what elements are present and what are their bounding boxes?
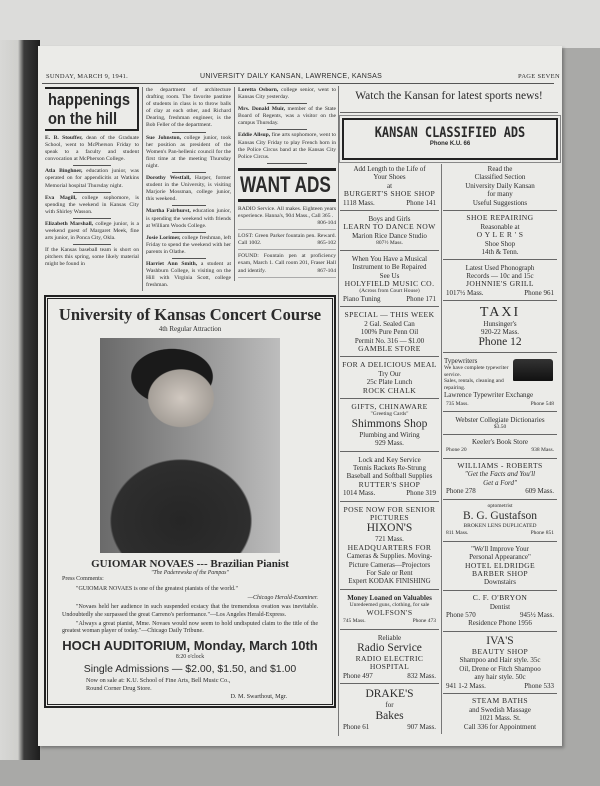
ad-line: Shimmons Shop xyxy=(351,417,428,430)
ad-line: RADIO ELECTRIC xyxy=(355,654,424,664)
admissions: Single Admissions — $2.00, $1.50, and $1.00 xyxy=(83,663,297,676)
news-item-name: Elizabeth Marshall, xyxy=(45,220,94,227)
ad-line: SPECIAL — THIS WEEK xyxy=(344,310,435,320)
ad-line: GIFTS, CHINAWARE xyxy=(351,401,428,411)
ad-line: Tennis Rackets Re-Strung xyxy=(353,464,426,473)
want-ad-code: 865-102 xyxy=(317,240,336,247)
sale-line: Round Corner Drug Store. xyxy=(86,685,152,693)
ad-line: Webster Collegiate Dictionaries xyxy=(455,415,545,424)
ad-line: Records — 10c and 15c xyxy=(466,272,534,281)
ad-line: Radio Service xyxy=(357,642,422,655)
ad-line: Useful Suggestions xyxy=(472,198,528,207)
news-item-name: Eva Magill, xyxy=(45,194,77,201)
ad-line: Classified Section xyxy=(474,173,526,182)
sale-info xyxy=(48,677,332,693)
news-item xyxy=(45,168,139,189)
adjacent-page-edge xyxy=(0,40,40,760)
classified-ad xyxy=(340,214,439,251)
manager: D. M. Swarthout, Mgr. xyxy=(230,693,287,701)
ad-line: HOTEL ELDRIDGE xyxy=(464,560,536,570)
classified-ad xyxy=(443,696,557,734)
press-quote: "Novaes held her audience in such suspended ecstacy that the tremendous ovation was inevitable. Undoubtedly she surpassed the great Carreno's performance."—Los Angeles Herald-Express. xyxy=(62,604,318,618)
ad-line: Latest Used Phonograph xyxy=(465,263,535,272)
ad-line-right: Phone 533 xyxy=(524,681,554,690)
classified-ad xyxy=(443,502,557,542)
header-title: UNIVERSITY DAILY KANSAN, LAWRENCE, KANSAS xyxy=(200,73,383,80)
news-item xyxy=(146,208,231,229)
want-ads-title: WANT ADS xyxy=(240,171,331,197)
ad-line: GAMBLE STORE xyxy=(358,343,421,353)
ad-line: Money Loaned on Valuables xyxy=(347,593,432,602)
press-source: —Chicago Herald-Examiner. xyxy=(247,594,318,601)
classified-ad xyxy=(340,310,439,357)
ad-line: WILLIAMS - ROBERTS xyxy=(457,460,543,470)
ad-line-row xyxy=(341,489,438,497)
news-item-name: Eddie Allsup, xyxy=(238,132,271,139)
classified-ad xyxy=(340,455,439,502)
divider xyxy=(172,132,206,133)
ad-line: HOLYFIELD MUSIC CO. xyxy=(344,278,435,288)
want-ad-text: LOST: Green Parker fountain pen. Reward. Call 1002. xyxy=(238,233,336,247)
ad-line: BARBER SHOP xyxy=(471,569,529,579)
background-top xyxy=(0,0,600,48)
ad-line-left: Piano Tuning xyxy=(343,294,381,303)
ad-line: DRAKE'S xyxy=(365,688,414,701)
press-quote: "Always a great pianist, Mme. Novaes would now seem to hold undisputed claim to the title of the greatest woman player of today."—Chicago Daily Tribune. xyxy=(62,620,318,635)
ad-line: Cameras & Supplies. Moving- xyxy=(346,552,433,561)
concert-time: 8:20 o'clock xyxy=(175,654,205,661)
ad-line-row xyxy=(341,723,438,731)
ad-line: Reasonable at xyxy=(480,222,520,231)
ad-line-left: Phone 570 xyxy=(446,610,476,619)
ad-line-left: 745 Mass. xyxy=(343,618,366,625)
ad-line-right: Phone 548 xyxy=(530,400,554,407)
news-item-text: Harper, former student in the University, is visiting Marjorie Mossman, college junior, this weekend. xyxy=(146,175,231,203)
ad-line: IVA'S xyxy=(486,635,514,648)
press-quote: "GUIOMAR NOVAES is one of the greatest pianists of the world." xyxy=(76,585,238,592)
news-item-text: education junior, was operated on for appendicitis at Watkins Memorial hospital Thursday night. xyxy=(45,168,139,189)
ad-line: Keeler's Book Store xyxy=(471,437,529,446)
ad-line: 14th & Tenn. xyxy=(481,247,519,256)
news-item xyxy=(146,87,231,130)
ad-line: 1021 Mass. St. xyxy=(479,714,521,723)
news-item xyxy=(45,221,139,242)
divider xyxy=(172,258,206,259)
column-rule xyxy=(338,86,339,736)
divider xyxy=(73,244,111,245)
ad-line-right: 832 Mass. xyxy=(407,671,436,680)
classified-ad xyxy=(340,593,439,630)
news-item xyxy=(146,135,231,170)
ad-line: Permit No. 316 — $1.00 xyxy=(354,336,425,345)
news-item-text: a student at Washburn College, is visiting on the Hill with Virginia Scott, college freshman. xyxy=(146,260,231,289)
concert-title: University of Kansas Concert Course xyxy=(58,305,322,325)
want-ad xyxy=(238,206,336,230)
ad-line: 2 Gal. Sealed Can xyxy=(364,319,415,328)
classified-ad xyxy=(443,634,557,694)
news-item xyxy=(146,235,231,256)
ad-line-left: 1118 Mass. xyxy=(343,198,375,207)
news-item-name: E. B. Stouffer, xyxy=(45,135,83,141)
press-comments xyxy=(48,576,332,635)
ad-line-right: 938 Mass. xyxy=(531,447,554,454)
want-ad-text: RADIO Service. All makes. Eighteen years experience. Hanna's, 904 Mass., Call 365 . xyxy=(238,205,336,219)
venue: HOCH AUDITORIUM, Monday, March 10th xyxy=(62,638,318,654)
left-section xyxy=(45,87,336,707)
news-item xyxy=(238,132,336,160)
news-item-text: the department of architecture drafting room. The favorite pastime of students in class is to throw balls of clay at each other, and Richard Dearing, freshman engineer, is the Bob Feller of the department. xyxy=(146,87,231,129)
classified-ad xyxy=(340,164,439,211)
ad-line: Hunsinger's xyxy=(483,319,517,328)
ad-line: Plumbing and Wiring xyxy=(359,430,420,439)
artist-name: GUIOMAR NOVAES --- Brazilian Pianist xyxy=(91,558,289,571)
ad-line-left: 811 Mass. xyxy=(446,530,469,537)
pianist-photo xyxy=(100,338,280,553)
news-item xyxy=(45,195,139,216)
ad-line-row xyxy=(444,446,556,454)
ad-line: Lock and Key Service xyxy=(358,455,421,464)
news-item xyxy=(238,106,336,127)
ad-line-right: Phone 473 xyxy=(412,618,436,625)
ad-line-row xyxy=(341,672,438,680)
news-item-name: Sue Johnston, xyxy=(146,134,181,141)
ad-line: Picture Cameras—Projectors xyxy=(348,560,431,569)
ad-line: Instrument to Be Repaired xyxy=(352,263,427,272)
divider xyxy=(73,218,111,219)
ad-line: and Swedish Massage xyxy=(469,705,531,714)
ad-line: (Across from Court House) xyxy=(359,288,420,295)
ad-line: Unredeemed guns, clothing, for sale xyxy=(349,602,430,609)
classified-ad xyxy=(443,263,557,302)
heading-line: on the hill xyxy=(48,109,118,128)
ad-line: STEAM BATHS xyxy=(471,696,529,706)
ad-line-right: 945½ Mass. xyxy=(519,610,554,619)
ad-line: Shoe Shop xyxy=(484,239,516,248)
ad-line: $3.50 xyxy=(493,423,507,430)
ad-line: Call 336 for Appointment xyxy=(463,722,537,731)
ad-line-row xyxy=(444,289,556,297)
news-item-text: college senior, went to Kansas City yesterday. xyxy=(238,87,336,101)
news-item xyxy=(146,175,231,203)
heading-line: happenings xyxy=(48,90,131,109)
want-ads-heading xyxy=(238,168,336,202)
ad-line: any hair style. 50c xyxy=(474,673,526,682)
news-item-text: If the Kansas baseball team is short on pitchers this spring, some likely material might be found in xyxy=(45,247,139,268)
ad-line: Typewriters xyxy=(444,356,478,365)
happenings-column-1 xyxy=(45,87,142,271)
ad-line-right: Phone 141 xyxy=(406,198,436,207)
news-item-name: Loretta Osborn, xyxy=(238,87,279,93)
ad-line: SHOE REPAIRING xyxy=(466,213,534,223)
news-item-text: fine arts sophomore, went to Kansas City Friday to play French horn in the Police Circus band at the Kansas City Police Circus. xyxy=(238,132,337,160)
ad-line: 920-22 Mass. xyxy=(480,327,520,336)
happenings-columns xyxy=(45,87,336,291)
classified-ad xyxy=(443,304,557,354)
ad-line: WOLFSON'S xyxy=(366,607,413,617)
ad-line: BURGERT'S SHOE SHOP xyxy=(343,189,436,199)
ad-line: Personal Appearance" xyxy=(469,553,531,562)
happenings-heading xyxy=(45,87,139,131)
classified-ad xyxy=(340,505,439,590)
classified-ad xyxy=(340,360,439,399)
ad-line: "We'll Improve Your xyxy=(471,544,529,553)
want-ad-code: 867-104 xyxy=(317,267,336,274)
classified-ad xyxy=(443,593,557,632)
classified-ad xyxy=(340,687,439,734)
news-item xyxy=(45,247,139,268)
divider xyxy=(340,112,558,113)
classified-ad xyxy=(443,415,557,435)
ad-line: University Daily Kansan xyxy=(465,181,535,190)
ad-line: optometrist xyxy=(487,502,513,509)
ad-line-row xyxy=(341,199,438,207)
divider xyxy=(267,129,306,130)
press-label: Press Comments: xyxy=(62,576,104,583)
ad-line-left: 1017½ Mass. xyxy=(446,288,484,297)
ad-line: C. F. O'BRYON xyxy=(472,593,528,603)
ad-line: BEAUTY SHOP xyxy=(471,647,529,657)
classified-ad xyxy=(443,544,557,591)
ad-line: for xyxy=(385,701,394,710)
divider xyxy=(267,163,306,164)
typewriter-icon xyxy=(513,359,553,381)
ad-line: 25c Plate Lunch xyxy=(366,378,413,387)
ad-line: Baseball and Softball Supplies xyxy=(346,472,433,481)
classified-ad xyxy=(340,254,439,308)
ad-line: FOR A DELICIOUS MEAL xyxy=(342,360,437,370)
news-item-name: Harriet Ann Smith, xyxy=(146,260,198,267)
ad-line: See Us xyxy=(379,271,400,280)
header-page: PAGE SEVEN xyxy=(518,73,560,80)
ad-line: We have complete typewriter service. xyxy=(444,365,509,378)
ad-line: for many xyxy=(487,190,513,199)
ad-line-left: Phone 497 xyxy=(343,671,373,680)
classified-ad xyxy=(443,461,557,500)
ad-line: at xyxy=(386,181,393,190)
news-item-text: education junior, is spending the weekend with friends at William Woods College. xyxy=(146,208,232,229)
ad-line-left: 735 Mass. xyxy=(446,400,469,407)
ad-line: "Greeting Cards" xyxy=(370,411,409,418)
ad-line: B. G. Gustafson xyxy=(462,509,538,522)
ad-line: O Y L E R ' S xyxy=(476,230,524,240)
ad-line-row xyxy=(444,400,556,408)
ad-line: Oil, Drene or Fitch Shampoo xyxy=(459,664,541,673)
ad-line: BROKEN LENS DUPLICATED xyxy=(463,522,537,529)
ad-line: LEARN TO DANCE NOW xyxy=(343,222,436,232)
classified-ad xyxy=(443,213,557,260)
happenings-column-3 xyxy=(234,87,336,281)
news-item-name: Dorothy Westfall, xyxy=(146,175,191,182)
concert-subtitle: 4th Regular Attraction xyxy=(158,325,222,334)
news-item-name: Mrs. Donald Muir, xyxy=(238,106,286,113)
ad-line-left: Phone 20 xyxy=(446,447,467,454)
ad-line: Phone 12 xyxy=(478,336,522,349)
divider xyxy=(172,205,206,206)
ad-line-left: Phone 61 xyxy=(343,722,370,731)
classified-ad xyxy=(340,633,439,685)
ad-line: 807½ Mass. xyxy=(376,240,403,247)
ad-line-row xyxy=(444,487,556,495)
ad-line: Reliable xyxy=(377,633,402,642)
ad-line: Try Our xyxy=(378,369,401,378)
classified-title: KANSAN CLASSIFIED ADS xyxy=(374,125,526,141)
ad-line: 721 Mass. xyxy=(375,535,404,544)
ad-line: Read the xyxy=(487,165,513,173)
news-item xyxy=(45,135,139,163)
ad-line: When You Have a Musical xyxy=(351,254,428,263)
divider xyxy=(73,192,111,193)
news-item xyxy=(146,261,231,289)
classified-ad xyxy=(340,402,439,452)
ad-line: HIXON'S xyxy=(366,522,413,535)
ad-line: Bakes xyxy=(375,709,404,722)
sports-news-banner: Watch the Kansan for latest sports news! xyxy=(355,90,543,102)
ad-line: TAXI xyxy=(479,304,521,320)
ad-line-right: Phone 171 xyxy=(406,294,436,303)
happenings-column-2 xyxy=(142,87,234,291)
ad-line-right: 609 Mass. xyxy=(525,487,554,496)
news-item-name: Martha Fairhurst, xyxy=(146,208,191,215)
ad-line-left: 941 1-2 Mass. xyxy=(446,681,486,690)
ad-line-right: Phone 851 xyxy=(530,530,554,537)
divider xyxy=(172,172,206,173)
ad-line: Downstairs xyxy=(484,578,516,587)
news-item-text: college sophomore, is spending the weekend in Kansas City with Shirley Wasson. xyxy=(45,194,139,215)
ad-line: Sales, rentals, cleaning and repairing. xyxy=(444,378,504,391)
ad-line: Boys and Girls xyxy=(368,214,411,223)
want-ad-code: 806-104 xyxy=(317,220,336,227)
classified-ads-banner xyxy=(342,118,558,160)
sale-line: Now on sale at: K.U. School of Fine Arts, Bell Music Co., xyxy=(86,677,231,685)
ad-line: RUTTER'S SHOP xyxy=(358,479,421,489)
ad-line-right: Phone 961 xyxy=(524,288,554,297)
news-item xyxy=(238,87,336,101)
want-ad xyxy=(238,233,336,250)
news-item-text: dean of the Graduate School, went to McPherson Friday to speak to a faculty and student convocation at McPherson College. xyxy=(45,135,139,163)
ad-line-row xyxy=(341,617,438,625)
artist-tagline: "The Paderewska of the Pampas" xyxy=(151,570,229,577)
ad-line-row xyxy=(444,682,556,690)
ad-line: 929 Mass. xyxy=(375,439,404,448)
classified-ad xyxy=(443,356,557,413)
ads-column-right xyxy=(443,164,557,734)
ads-column-left xyxy=(340,164,439,734)
header-date: SUNDAY, MARCH 9, 1941. xyxy=(46,73,129,80)
ad-line: Your Shoes xyxy=(373,173,406,182)
ad-line: Shampoo and Hair style. 35c xyxy=(459,656,541,665)
ad-line: Expert KODAK FINISHING xyxy=(348,577,431,586)
header-rule xyxy=(42,83,554,84)
ad-line-right: Phone 319 xyxy=(406,489,436,498)
ad-line: Get a Ford" xyxy=(483,478,517,487)
ad-line-row xyxy=(444,529,556,537)
ad-line: POSE NOW FOR SENIOR xyxy=(343,504,436,514)
ad-line-right: 907 Mass. xyxy=(407,722,436,731)
classified-ad xyxy=(443,164,557,211)
ad-line-left: Phone 278 xyxy=(446,487,476,496)
ad-line: For Sale or Rent xyxy=(366,569,413,578)
news-item-text: college freshman, left Friday to spend the weekend with her parents in Olathe. xyxy=(146,234,232,255)
ad-line: PICTURES xyxy=(369,513,410,523)
news-item-text: college junior, is a weekend guest of Margaret Meek, fine arts junior, in Ponca City, Okla. xyxy=(45,220,139,242)
classified-phone: Phone K.U. 66 xyxy=(429,141,471,147)
ad-line: Add Length to the Life of xyxy=(353,165,426,173)
ad-line: "Get the Facts and You'll xyxy=(464,470,536,479)
ad-line: Marion Rice Dance Studio xyxy=(352,231,427,240)
ad-line-row xyxy=(341,295,438,303)
ad-line: ROCK CHALK xyxy=(362,385,417,395)
column-rule xyxy=(441,164,442,734)
want-ad-text: FOUND: Fountain pen at proficiency exam, March 1. Call room 201, Fraser Hall and identify. xyxy=(238,253,336,274)
ad-line: HEADQUARTERS FOR xyxy=(347,542,432,552)
news-item-name: Atla Binghner, xyxy=(45,168,83,175)
ad-line: Lawrence Typewriter Exchange xyxy=(444,391,534,400)
want-ad xyxy=(238,253,336,277)
divider xyxy=(73,165,111,166)
ad-line: Residence Phone 1956 xyxy=(468,619,532,628)
ad-line: Dentist xyxy=(489,602,511,611)
ad-line-row xyxy=(444,611,556,619)
ad-line: HOSPITAL xyxy=(369,662,410,672)
news-item-text: member of the State Board of Regents, was a visitor on the campus Thursday. xyxy=(238,106,337,127)
news-item-name: Josie Lorimer, xyxy=(146,234,181,241)
divider xyxy=(267,103,306,104)
ad-line-left: 1014 Mass. xyxy=(343,489,376,498)
classified-ad xyxy=(443,437,557,459)
ad-line: JOHNNIE'S GRILL xyxy=(466,279,534,289)
news-item-text: college junior, took her position as president of the Women's Pan-hellenic council for the first time at the meeting Thursday night. xyxy=(146,134,232,169)
divider xyxy=(172,232,206,233)
ad-line: 100% Pure Penn Oil xyxy=(360,328,419,337)
concert-ad xyxy=(45,296,335,707)
